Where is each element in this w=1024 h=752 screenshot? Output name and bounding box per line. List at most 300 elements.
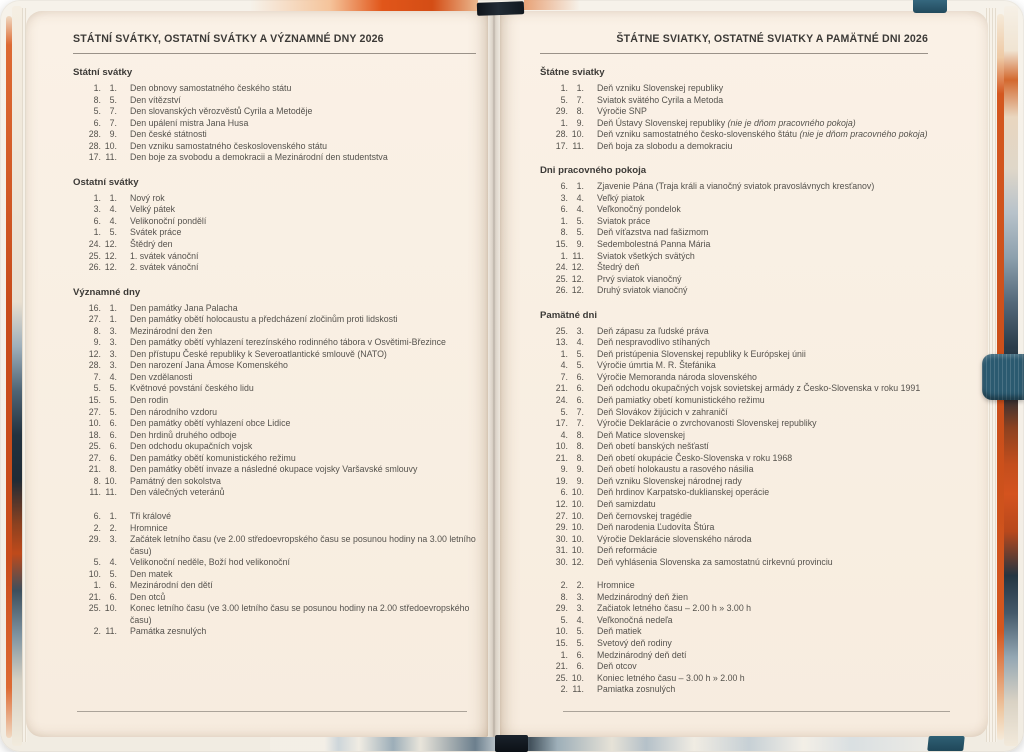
month-number: 4. (576, 192, 584, 203)
holiday-name: Deň hrdinov Karpatsko-duklianskej operácie (597, 487, 770, 498)
holiday-name: Den boje za svobodu a demokracii a Mezinárodní den studentstva (130, 152, 388, 163)
month-number: 9. (109, 129, 117, 140)
day-number: 10. (88, 568, 101, 579)
month-number: 4. (109, 371, 117, 382)
day-number: 21. (555, 383, 568, 394)
holiday-name: Památka zesnulých (130, 626, 207, 637)
holiday-row (540, 464, 928, 476)
bookmark-ribbon-bottom[interactable] (495, 735, 528, 752)
holiday-list (73, 193, 476, 274)
title-divider (73, 53, 476, 54)
day-number: 29. (88, 534, 101, 545)
day-number: 21. (555, 661, 568, 672)
day-number: 15. (555, 637, 568, 648)
day-number: 6. (560, 181, 568, 192)
holiday-row (540, 638, 928, 650)
day-number: 9. (93, 337, 101, 348)
holiday-name: 1. svátek vánoční (130, 250, 199, 261)
day-number: 6. (560, 487, 568, 498)
holiday-name: Veľký piatok (597, 192, 645, 203)
month-number: 6. (109, 452, 117, 463)
holiday-name: Sedembolestná Panna Mária (597, 239, 711, 250)
holiday-name: Svátek práce (130, 227, 182, 238)
holiday-name: Deň Matice slovenskej (597, 429, 686, 440)
holiday-name: Deň černovskej tragédie (597, 510, 692, 521)
holiday-name: Deň pristúpenia Slovenskej republiky k Európskej únii (597, 348, 806, 359)
day-number: 5. (93, 557, 101, 568)
month-number: 6. (576, 649, 584, 660)
holiday-row (540, 193, 928, 205)
month-number: 10. (571, 533, 584, 544)
holiday-name: Druhý sviatok vianočný (597, 285, 688, 296)
elastic-closure-band[interactable] (982, 354, 1024, 400)
month-number: 7. (109, 106, 117, 117)
holiday-row (540, 227, 928, 239)
month-number: 11. (572, 250, 584, 261)
holiday-row (540, 430, 928, 442)
holiday-name: Den národního vzdoru (130, 406, 218, 417)
day-number: 1. (560, 83, 568, 93)
day-number: 1. (560, 348, 568, 359)
holiday-row (540, 580, 928, 592)
day-number: 26. (88, 262, 101, 273)
month-number: 5. (576, 360, 584, 371)
holiday-list (540, 580, 928, 695)
holiday-row (540, 603, 928, 615)
holiday-row (73, 383, 476, 395)
day-number: 24. (555, 262, 568, 273)
holiday-row (540, 592, 928, 604)
holiday-row (540, 216, 928, 228)
day-number: 1. (93, 227, 101, 238)
month-number: 8. (576, 106, 584, 117)
month-number: 12. (571, 262, 584, 273)
day-number: 15. (555, 239, 568, 250)
holiday-row (73, 152, 476, 164)
day-number: 21. (88, 464, 101, 475)
holiday-row (540, 285, 928, 297)
month-number: 4. (576, 614, 584, 625)
holiday-row (73, 95, 476, 107)
holiday-name: Koniec letného času – 3.00 h » 2.00 h (597, 672, 745, 683)
day-number: 2. (93, 626, 101, 637)
holiday-name: Den hrdinů druhého odboje (130, 429, 237, 440)
holiday-row (73, 326, 476, 338)
holiday-row (540, 395, 928, 407)
month-number: 5. (109, 383, 117, 394)
day-number: 10. (555, 441, 568, 452)
day-number: 27. (88, 452, 101, 463)
day-number: 1. (560, 215, 568, 226)
left-cover-photo-edge (12, 6, 22, 746)
month-number: 7. (576, 406, 584, 417)
holiday-row (540, 441, 928, 453)
holiday-name: Den památky obětí komunistického režimu (130, 452, 296, 463)
holiday-row (540, 129, 928, 141)
holiday-name: Deň narodenia Ľudovíta Štúra (597, 522, 715, 533)
holiday-row (73, 337, 476, 349)
month-number: 5. (109, 395, 117, 406)
holiday-row (73, 487, 476, 499)
day-number: 29. (555, 106, 568, 117)
holiday-name: Den památky Jana Palacha (130, 302, 238, 313)
holiday-row (73, 534, 476, 557)
holiday-row (73, 580, 476, 592)
holiday-name: Veľkonočná nedeľa (597, 614, 673, 625)
right-page (500, 11, 988, 737)
month-number: 4. (109, 557, 117, 568)
holiday-name: Den válečných veteránů (130, 487, 225, 498)
holiday-name: Velikonoční pondělí (130, 215, 207, 226)
holiday-list (540, 181, 928, 296)
holiday-row (73, 129, 476, 141)
holiday-row (73, 511, 476, 523)
section-heading: Dni pracovného pokoja (540, 165, 647, 177)
month-number: 7. (109, 117, 117, 128)
bookmark-ribbon-top[interactable] (477, 1, 524, 16)
month-number: 10. (104, 475, 117, 486)
holiday-name: Štědrý den (130, 239, 173, 250)
month-number: 5. (576, 637, 584, 648)
holiday-row (73, 523, 476, 535)
holiday-name: Deň reformácie (597, 545, 658, 556)
holiday-name: Den památky obětí vyhlazení obce Lidice (130, 418, 291, 429)
holiday-row (540, 118, 928, 130)
holiday-row (540, 418, 928, 430)
month-number: 6. (109, 418, 117, 429)
month-number: 6. (576, 395, 584, 406)
month-number: 4. (576, 204, 584, 215)
holiday-name: Den upálení mistra Jana Husa (130, 117, 249, 128)
month-number: 10. (571, 545, 584, 556)
holiday-row (540, 511, 928, 523)
month-number: 2. (576, 580, 584, 591)
holiday-row (540, 106, 928, 118)
holiday-row (73, 430, 476, 442)
month-number: 4. (576, 337, 584, 348)
holiday-name: Výročie úmrtia M. R. Štefánika (597, 360, 716, 371)
month-number: 10. (571, 498, 584, 509)
month-number: 10. (104, 140, 117, 151)
right-page-content (540, 33, 928, 696)
month-number: 10. (571, 510, 584, 521)
month-number: 3. (576, 591, 584, 602)
holiday-name: Začiatok letného času – 2.00 h » 3.00 h (597, 603, 752, 614)
holiday-row (73, 239, 476, 251)
month-number: 12. (571, 556, 584, 567)
left-page-content (73, 33, 476, 638)
bookmark-ribbon-top-right[interactable] (913, 0, 947, 13)
month-number: 11. (572, 140, 584, 151)
day-number: 30. (555, 556, 568, 567)
holiday-name: Deň Slovákov žijúcich v zahraničí (597, 406, 728, 417)
holiday-row (73, 303, 476, 315)
day-number: 17. (555, 140, 568, 151)
holiday-row (540, 274, 928, 286)
holiday-name: Sviatok všetkých svätých (597, 250, 695, 261)
holiday-row (540, 372, 928, 384)
holiday-name: Den památky obětí vyhlazení terezínského rodinného tábora v Osvětimi-Březince (130, 337, 446, 348)
holiday-row (540, 326, 928, 338)
holiday-name: Deň vzniku Slovenskej národnej rady (597, 475, 742, 486)
month-number: 6. (576, 383, 584, 394)
holiday-name: Výročie Deklarácie o zvrchovanosti Slovenskej republiky (597, 418, 817, 429)
month-number: 8. (576, 441, 584, 452)
day-number: 19. (555, 475, 568, 486)
day-number: 24. (555, 395, 568, 406)
day-number: 29. (555, 522, 568, 533)
month-number: 1. (576, 83, 584, 93)
month-number: 1. (109, 192, 117, 203)
holiday-name: Deň zápasu za ľudské práva (597, 325, 709, 336)
holiday-note: (nie je dňom pracovného pokoja) (797, 129, 928, 140)
month-number: 6. (109, 429, 117, 440)
day-number: 6. (93, 510, 101, 521)
section-heading: Významné dny (73, 286, 141, 298)
month-number: 9. (576, 464, 584, 475)
month-number: 6. (576, 661, 584, 672)
month-number: 9. (576, 475, 584, 486)
holiday-row (540, 673, 928, 685)
holiday-row (73, 106, 476, 118)
holiday-name: Deň matiek (597, 626, 642, 637)
month-number: 7. (576, 94, 584, 105)
day-number: 5. (560, 94, 568, 105)
holiday-row (540, 522, 928, 534)
month-number: 3. (109, 325, 117, 336)
holiday-name: Památný den sokolstva (130, 475, 221, 486)
month-number: 11. (105, 487, 117, 498)
day-number: 10. (88, 418, 101, 429)
holiday-row (73, 464, 476, 476)
holiday-name: Den otců (130, 591, 166, 602)
month-number: 1. (109, 83, 117, 93)
day-number: 3. (560, 192, 568, 203)
day-number: 8. (93, 325, 101, 336)
holiday-name: Den památky obětí invaze a následné okupace vojsky Varšavské smlouvy (130, 464, 418, 475)
holiday-row (73, 349, 476, 361)
month-number: 3. (109, 337, 117, 348)
day-number: 1. (93, 192, 101, 203)
page-title: ŠTÁTNE SVIATKY, OSTATNÉ SVIATKY A PAMÄTNÉ DNI 2026 (616, 33, 928, 45)
holiday-name: Deň boja za slobodu a demokraciu (597, 140, 733, 151)
month-number: 5. (109, 227, 117, 238)
day-number: 16. (88, 302, 101, 313)
day-number: 17. (555, 418, 568, 429)
day-number: 5. (560, 406, 568, 417)
footer-rule (77, 711, 467, 712)
month-number: 12. (104, 250, 117, 261)
top-edge-cover-bleed-right (524, 0, 580, 10)
holiday-list (540, 83, 928, 152)
month-number: 5. (109, 94, 117, 105)
holiday-row (540, 141, 928, 153)
title-divider (540, 53, 928, 54)
holiday-row (540, 83, 928, 95)
holiday-name: Deň pamiatky obetí komunistického režimu (597, 395, 765, 406)
holiday-name: Výročie Deklarácie slovenského národa (597, 533, 752, 544)
day-number: 28. (88, 129, 101, 140)
day-number: 8. (93, 475, 101, 486)
holiday-row (540, 534, 928, 546)
holiday-name: Mezinárodní den dětí (130, 580, 213, 591)
holiday-row (73, 569, 476, 581)
holiday-name: Den vítězství (130, 94, 181, 105)
holiday-row (540, 557, 928, 569)
day-number: 27. (555, 510, 568, 521)
day-number: 25. (88, 441, 101, 452)
day-number: 25. (555, 325, 568, 336)
day-number: 4. (560, 429, 568, 440)
holiday-name: Den památky obětí holocaustu a předcházení zločinům proti lidskosti (130, 314, 398, 325)
holiday-row (540, 251, 928, 263)
day-number: 12. (555, 498, 568, 509)
day-number: 5. (93, 383, 101, 394)
section-heading: Ostatní svátky (73, 176, 139, 188)
holiday-row (540, 545, 928, 557)
day-number: 24. (88, 239, 101, 250)
holiday-row (73, 476, 476, 488)
holiday-row (73, 603, 476, 626)
holiday-name: Hromnice (130, 522, 168, 533)
holiday-row (73, 262, 476, 274)
holiday-name: Deň víťazstva nad fašizmom (597, 227, 709, 238)
holiday-name: Začátek letního času (ve 2.00 středoevropského času se posunou hodiny na 3.00 letního času) (130, 534, 476, 556)
holiday-name: Nový rok (130, 192, 165, 203)
day-number: 28. (555, 129, 568, 140)
holiday-name: Velký pátek (130, 204, 175, 215)
month-number: 12. (571, 285, 584, 296)
month-number: 1. (576, 181, 584, 192)
month-number: 11. (105, 626, 117, 637)
day-number: 13. (555, 337, 568, 348)
holiday-row (540, 181, 928, 193)
holiday-row (540, 650, 928, 662)
holiday-name: Deň obetí banských nešťastí (597, 441, 709, 452)
month-number: 3. (109, 348, 117, 359)
day-number: 17. (88, 152, 101, 163)
month-number: 5. (576, 626, 584, 637)
holiday-name: Deň vzniku samostatného česko-slovenského štátu (nie je dňom pracovného pokoja) (597, 129, 928, 140)
month-number: 6. (576, 371, 584, 382)
holiday-name: Den přístupu České republiky k Severoatlantické smlouvě (NATO) (130, 348, 387, 359)
month-number: 11. (105, 152, 117, 163)
holiday-row (540, 453, 928, 465)
holiday-row (540, 383, 928, 395)
holiday-name: Den narození Jana Ámose Komenského (130, 360, 288, 371)
month-number: 5. (109, 406, 117, 417)
holiday-row (540, 407, 928, 419)
day-number: 2. (560, 580, 568, 591)
left-page (26, 11, 488, 737)
day-number: 25. (88, 250, 101, 261)
holiday-name: Tři králové (130, 510, 172, 521)
section-heading: Státní svátky (73, 67, 133, 78)
day-number: 4. (560, 360, 568, 371)
holiday-row (540, 95, 928, 107)
holiday-row (540, 499, 928, 511)
day-number: 25. (555, 672, 568, 683)
holiday-row (73, 251, 476, 263)
section-heading: Štátne sviatky (540, 67, 605, 78)
holiday-name: Sviatok práce (597, 215, 651, 226)
holiday-name: Zjavenie Pána (Traja králi a vianočný sviatok pravoslávnych kresťanov) (597, 181, 875, 192)
holiday-row (540, 476, 928, 488)
holiday-name: Velikonoční neděle, Boží hod velikonoční (130, 557, 290, 568)
holiday-list (540, 326, 928, 568)
day-number: 15. (88, 395, 101, 406)
holiday-list (73, 83, 476, 164)
day-number: 12. (88, 348, 101, 359)
holiday-name: Den obnovy samostatného českého státu (130, 83, 292, 93)
month-number: 9. (576, 117, 584, 128)
holiday-name: Veľkonočný pondelok (597, 204, 681, 215)
month-number: 8. (109, 464, 117, 475)
day-number: 25. (555, 273, 568, 284)
holiday-row (540, 204, 928, 216)
holiday-name: Den vzniku samostatného československého státu (130, 140, 328, 151)
holiday-name: Sviatok svätého Cyrila a Metoda (597, 94, 724, 105)
month-number: 4. (109, 204, 117, 215)
month-number: 10. (571, 129, 584, 140)
day-number: 30. (555, 533, 568, 544)
month-number: 12. (104, 239, 117, 250)
holiday-name: Deň otcov (597, 661, 637, 672)
day-number: 26. (555, 285, 568, 296)
holiday-name: Deň vyhlásenia Slovenska za samostatnú cirkevnú provinciu (597, 556, 833, 567)
month-number: 11. (572, 684, 584, 695)
month-number: 1. (109, 510, 117, 521)
day-number: 8. (560, 591, 568, 602)
holiday-row (540, 684, 928, 696)
month-number: 3. (109, 534, 117, 545)
day-number: 7. (560, 371, 568, 382)
holiday-name: Medzinárodný deň detí (597, 649, 687, 660)
month-number: 6. (109, 591, 117, 602)
holiday-name: Svetový deň rodiny (597, 637, 672, 648)
day-number: 5. (93, 106, 101, 117)
day-number: 21. (88, 591, 101, 602)
month-number: 1. (109, 302, 117, 313)
holiday-name: Deň obetí okupácie Česko-Slovenska v roku 1968 (597, 452, 793, 463)
holiday-row (73, 441, 476, 453)
day-number: 1. (560, 649, 568, 660)
holiday-row (73, 557, 476, 569)
day-number: 5. (560, 614, 568, 625)
day-number: 3. (93, 204, 101, 215)
bottom-fore-edge (270, 737, 954, 751)
holiday-name: Konec letního času (ve 3.00 letního času se posunou hodiny na 2.00 středoevropského času) (130, 603, 470, 625)
day-number: 11. (89, 487, 101, 498)
day-number: 28. (88, 360, 101, 371)
month-number: 5. (576, 348, 584, 359)
holiday-name: Den české státnosti (130, 129, 207, 140)
holiday-name: Den vzdělanosti (130, 371, 193, 382)
month-number: 7. (576, 418, 584, 429)
holiday-row (73, 418, 476, 430)
holiday-name: Výročie SNP (597, 106, 647, 117)
bookmark-ribbon-bottom-right[interactable] (927, 736, 965, 751)
holiday-row (73, 360, 476, 372)
holiday-row (73, 314, 476, 326)
month-number: 5. (109, 568, 117, 579)
holiday-name: Štedrý deň (597, 262, 640, 273)
month-number: 12. (104, 262, 117, 273)
day-number: 2. (560, 684, 568, 695)
day-number: 18. (88, 429, 101, 440)
month-number: 8. (576, 429, 584, 440)
holiday-name: Pamiatka zosnulých (597, 684, 676, 695)
